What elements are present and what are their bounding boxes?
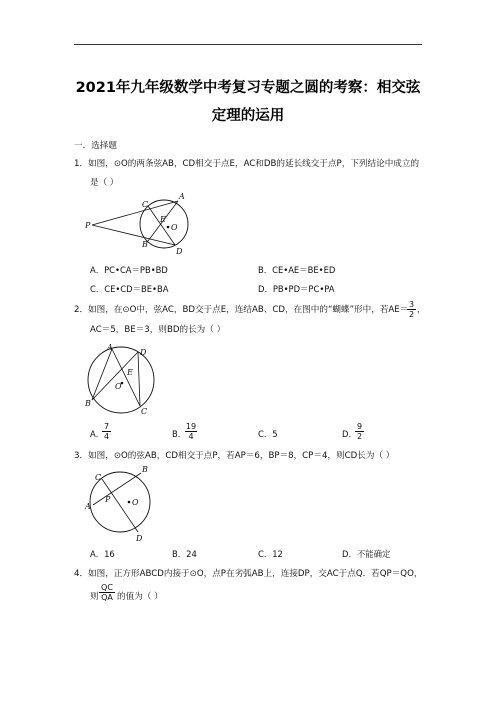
q3-label-p: P (105, 495, 111, 504)
q3-label-o: O (132, 498, 139, 507)
section-heading: 一．选择题 (74, 141, 117, 151)
q3-figure (80, 462, 160, 542)
q1-option-c: C．CE•CD＝BE•BA (90, 284, 169, 294)
q3-option-a: A．16 (90, 549, 115, 559)
q2-option-d-label: D． (342, 429, 357, 439)
q1-stem-cont: 是（ ） (90, 178, 119, 188)
q2-label-c: C (141, 407, 148, 416)
q1-label-c: C (142, 200, 149, 209)
q2-stem-end: ， (417, 305, 426, 315)
q2-label-o: O (115, 382, 122, 391)
q3-option-b: B．24 (172, 549, 197, 559)
q1-center-dot (167, 226, 170, 229)
q3-stem: 3．如图，⊙O的弦AB，CD相交于点P，若AP＝6，BP＝8，CP＝4，则CD长为（ ） (74, 451, 395, 461)
q2-stem-fraction (407, 300, 416, 319)
q3-option-c: C．12 (258, 549, 283, 559)
q1-option-b: B．CE•AE＝BE•ED (258, 265, 336, 275)
q1-label-a: A (179, 192, 185, 201)
q4-frac-den: QA (101, 593, 113, 602)
q1-label-o: O (171, 223, 178, 232)
q2-frac-num: 3 (408, 300, 415, 309)
q2-chord-ab (92, 349, 112, 400)
q4-stem: 4．如图，正方形ABCD内接于⊙O，点P在劣弧AB上，连接DP，交AC于点Q．若QP＝QO， (74, 569, 423, 579)
q4-stem-pre: 则 (90, 592, 99, 602)
q3-label-a: A (85, 502, 91, 511)
q2-option-b-fraction: 19 4 (185, 422, 197, 441)
q2-label-d: D (140, 348, 147, 357)
page-title-line2: 定理的运用 (211, 108, 285, 124)
q4-stem-post: 的值为（ ） (117, 592, 163, 602)
q1-label-b: B (142, 240, 148, 249)
q2-stem-cont: AC＝5，BE＝3，则BD的长为（ ） (90, 325, 226, 335)
q2-label-e: E (127, 368, 133, 377)
q2-stem: 2．如图，在⊙O中，弦AC，BD交于点E，连结AB、CD，在图中的“蝴蝶”形中，若AE＝ (74, 305, 409, 315)
q2-option-a-fraction: 7 4 (103, 422, 110, 441)
q2-option-b-label: B． (172, 429, 187, 439)
q3-option-d: D．不能确定 (342, 549, 391, 559)
q2-option-d-fraction: 9 2 (356, 422, 363, 441)
q1-option-a: A．PC•CA＝PB•BD (90, 265, 168, 275)
q1-option-d: D．PB•PD＝PC•PA (258, 284, 335, 294)
q3-center-dot (128, 501, 131, 504)
q3-label-c: C (95, 473, 102, 482)
page-title: 2021年九年级数学中考复习专题之圆的考察：相交弦 (75, 80, 421, 96)
q1-label-e: E (160, 215, 166, 224)
q2-label-a: A (107, 343, 113, 352)
q2-option-a-label: A． (90, 429, 105, 439)
q2-option-c: C．5 (258, 429, 278, 439)
q2-label-b: B (85, 399, 91, 408)
q1-stem: 1．如图，⊙O的两条弦AB，CD相交于点E，AC和DB的延长线交于点P，下列结论中成立的 (74, 159, 420, 169)
q3-label-d: D (136, 534, 143, 542)
q4-frac-num: QC (101, 583, 113, 592)
q2-chord-dc (138, 352, 140, 406)
q2-chord-ac (112, 349, 140, 406)
q2-figure (80, 342, 160, 418)
q1-figure (80, 188, 220, 258)
header-rule (74, 44, 422, 45)
q1-label-p: P (85, 221, 91, 230)
q2-frac-den: 2 (408, 310, 415, 319)
q4-stem-fraction (99, 583, 115, 602)
q1-label-d: D (176, 247, 183, 256)
q1-line-pd (92, 225, 175, 245)
q3-label-b: B (142, 465, 148, 474)
